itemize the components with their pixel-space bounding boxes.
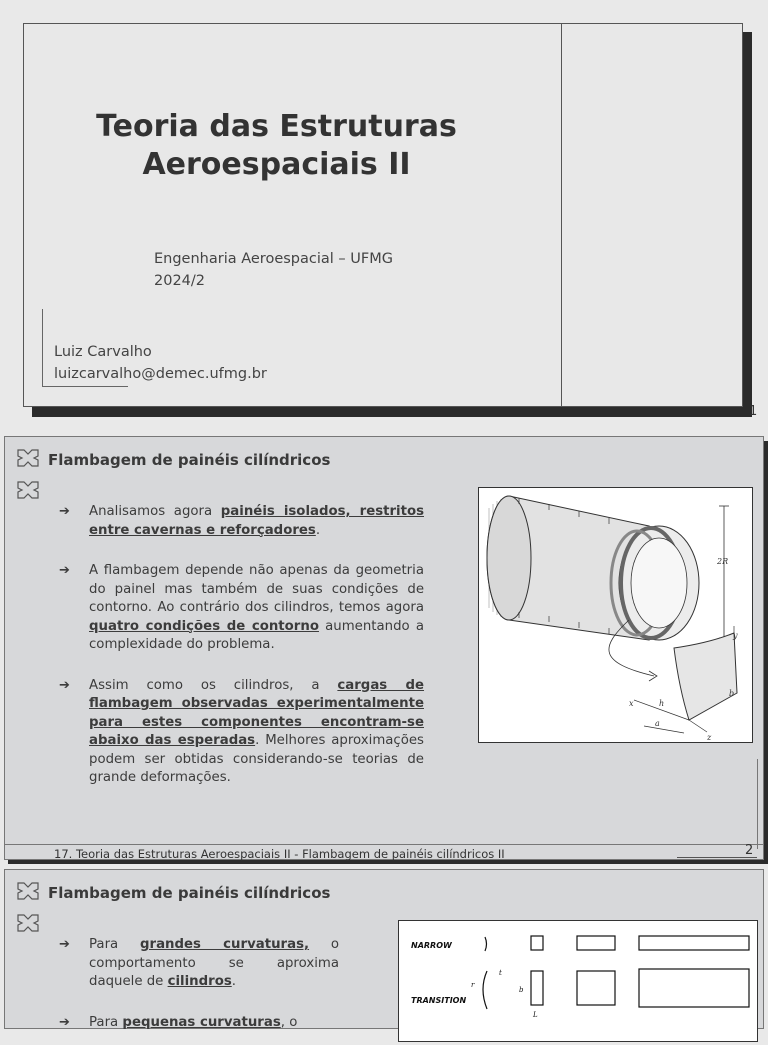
length-label: L [533,1011,538,1019]
slide1-bracket-horizontal [42,386,128,387]
length-label: a [655,719,660,728]
slide2-bullet3-emphasis-1: cargas de flambagem observadas experimentalmente para estes componentes encontram-se [89,677,425,730]
slide3-bullet-1: ➔ Para grandes curvaturas, o comportamento se aproxima daquele de cilindros. [59,937,339,989]
slide3[interactable] [4,869,764,1029]
width-label: b [519,986,524,994]
slide1-term: 2024/2 [154,273,206,289]
arrow-icon: ➔ [59,677,70,693]
slide1-page-number: 1 [749,404,758,419]
slide2-bullet2-emphasis: quatro condições de contorno [89,618,319,634]
arrow-icon: ➔ [59,563,70,578]
width-label: b [729,689,735,698]
slide2-title: Flambagem de painéis cilíndricos [48,451,331,469]
slide2-page-number: 2 [745,843,754,858]
slide2-footer-rule [5,844,763,845]
slide1-subtitle [154,248,393,292]
transition-label: TRANSITION [411,996,467,1005]
cylinder-panel-figure [478,487,753,743]
slide3-bullets [59,936,339,1032]
slide2[interactable] [4,436,764,860]
radius-label: 2R [717,557,729,566]
arrow-icon: ➔ [59,1014,70,1030]
slide2-footer: 17. Teoria das Estruturas Aeroespaciais II - Flambagem de painéis cilíndricos II [54,847,505,861]
slide1-title-line2: Aeroespaciais II [142,147,411,182]
slide3-bullet-2: ➔ Para pequenas curvaturas, o [59,1014,339,1033]
slide1-title-line1: Teoria das Estruturas [96,109,457,144]
slide1-author: Luiz Carvalho [54,344,152,360]
slide2-bullet3-emphasis-2: abaixo das esperadas [89,733,256,748]
slide3-title: Flambagem de painéis cilíndricos [48,884,331,902]
slide2-bullet1-emphasis: painéis isolados, restritos entre cavernas e reforçadores [89,504,424,538]
slide1-title [64,108,489,184]
slide3-bullet1-emphasis-1: grandes curvaturas, [140,937,310,952]
cross-ornament-icon [15,479,41,501]
cross-ornament-icon [15,880,41,902]
slide1-bracket-vertical [42,309,43,387]
slide1-email: luizcarvalho@demec.ufmg.br [54,366,267,382]
slide1-divider [561,24,562,407]
axis-x-label: x [629,699,634,708]
slide1-author-block [54,341,267,385]
slide2-bullet-2: ➔ A flambagem depende não apenas da geometria do painel mas também de suas condições de contorno. Ao contrário dos cilindros, temos agora quatro condições de contorno aumentando a complexidade do problema. [59,563,424,652]
narrow-label: NARROW [411,941,452,950]
cross-ornament-icon [15,912,41,934]
slide2-bullets [59,503,424,788]
axis-y-label: y [733,631,738,640]
radius-label: r [471,981,475,989]
thickness-label: h [659,699,665,708]
thickness-label: t [499,969,502,977]
slide3-bullet2-emphasis: pequenas curvaturas [122,1014,281,1030]
arrow-icon: ➔ [59,504,70,519]
axis-z-label: z [707,733,712,742]
slide2-right-rule [757,759,758,849]
slide1-course: Engenharia Aeroespacial – UFMG [154,251,393,267]
slide2-bullet-3: ➔ Assim como os cilindros, a cargas de flambagem observadas experimentalmente para estes componentes encontram-se abaixo das esperadas. Melhores aproximações podem ser obtidas considerando-se teorias de grande deformações. [59,677,425,785]
slide2-bullet-1: ➔ Analisamos agora painéis isolados, restritos entre cavernas e reforçadores. [59,504,424,538]
panel-aspect-diagram [399,921,757,1041]
cross-ornament-icon [15,447,41,469]
slide1[interactable] [23,23,743,407]
cylinder-panel-diagram [479,488,752,742]
slide3-bullet1-emphasis-2: cilindros [167,974,232,989]
arrow-icon: ➔ [59,937,70,952]
